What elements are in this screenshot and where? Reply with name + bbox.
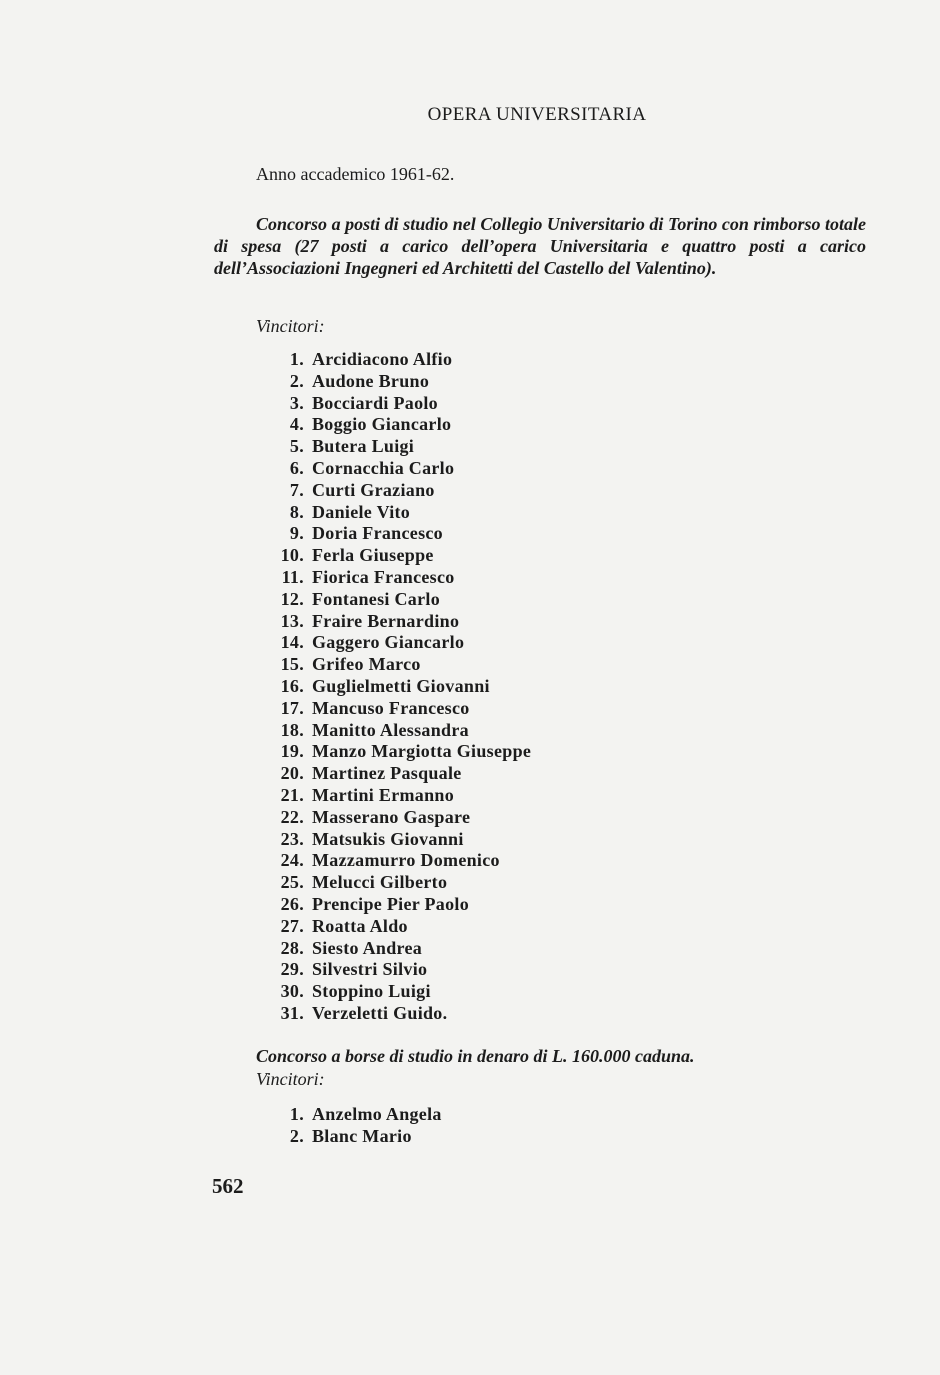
- list-item: [256, 1126, 442, 1148]
- item-number: 9.: [289, 523, 304, 544]
- competition2-description: Concorso a borse di studio in denaro di L. 160.000 caduna.: [256, 1046, 695, 1066]
- list-item: [256, 916, 531, 938]
- item-number: 3.: [289, 392, 304, 413]
- list-item: [256, 763, 531, 785]
- list-item: [256, 894, 531, 916]
- item-name: Siesto Andrea: [312, 937, 423, 958]
- item-name: Manzo Margiotta Giuseppe: [312, 741, 532, 762]
- list-item: [256, 698, 531, 720]
- item-number: 1.: [289, 1104, 304, 1124]
- item-name: Stoppino Luigi: [312, 981, 431, 1002]
- item-number: 29.: [280, 959, 304, 980]
- item-name: Doria Francesco: [312, 523, 443, 544]
- item-number: 16.: [280, 675, 304, 696]
- item-number: 18.: [280, 719, 304, 740]
- item-number: 20.: [280, 763, 304, 784]
- item-number: 10.: [280, 545, 304, 566]
- item-number: 13.: [280, 610, 304, 631]
- item-number: 24.: [280, 850, 304, 871]
- list-item: [256, 720, 531, 742]
- item-number: 23.: [280, 828, 304, 849]
- item-number: 22.: [280, 806, 304, 827]
- item-name: Cornacchia Carlo: [312, 457, 455, 478]
- list-item: [256, 1104, 442, 1126]
- item-number: 17.: [280, 697, 304, 718]
- item-number: 26.: [280, 893, 304, 914]
- item-name: Masserano Gaspare: [312, 806, 471, 827]
- list-item: [256, 502, 531, 524]
- list-item: [256, 632, 531, 654]
- item-number: 12.: [280, 588, 304, 609]
- list-item: [256, 850, 531, 872]
- item-name: Daniele Vito: [312, 501, 411, 522]
- list-item: [256, 959, 531, 981]
- academic-year: Anno accademico 1961-62.: [256, 164, 455, 184]
- competition2-winners-label: Vincitori:: [256, 1069, 325, 1089]
- list-item: [256, 872, 531, 894]
- list-item: [256, 414, 531, 436]
- competition1-winners-label: Vincitori:: [256, 316, 325, 336]
- item-name: Silvestri Silvio: [312, 959, 428, 980]
- item-number: 1.: [289, 349, 304, 369]
- item-name: Gaggero Giancarlo: [312, 632, 465, 653]
- item-name: Grifeo Marco: [312, 654, 421, 675]
- list-item: [256, 611, 531, 633]
- item-number: 5.: [289, 436, 304, 457]
- item-name: Mazzamurro Domenico: [312, 850, 500, 871]
- list-item: [256, 349, 531, 371]
- item-name: Melucci Gilberto: [312, 872, 448, 893]
- item-number: 27.: [280, 915, 304, 936]
- item-name: Arcidiacono Alfio: [312, 349, 453, 369]
- item-number: 30.: [280, 981, 304, 1002]
- item-name: Bocciardi Paolo: [312, 392, 438, 413]
- item-number: 2.: [289, 1125, 304, 1146]
- item-name: Manitto Alessandra: [312, 719, 469, 740]
- item-name: Roatta Aldo: [312, 915, 408, 936]
- item-name: Fraire Bernardino: [312, 610, 460, 631]
- item-name: Boggio Giancarlo: [312, 414, 452, 435]
- list-item: [256, 545, 531, 567]
- page-title: OPERA UNIVERSITARIA: [427, 104, 647, 125]
- item-name: Ferla Giuseppe: [312, 545, 434, 566]
- list-item: [256, 458, 531, 480]
- item-number: 4.: [289, 414, 304, 435]
- item-name: Matsukis Giovanni: [312, 828, 464, 849]
- item-name: Verzeletti Guido.: [312, 1002, 448, 1023]
- item-name: Curti Graziano: [312, 479, 435, 500]
- item-name: Anzelmo Angela: [312, 1104, 442, 1124]
- item-number: 14.: [280, 632, 304, 653]
- competition1-description: Concorso a posti di studio nel Collegio Universitario di Torino con rimborso totale di spesa (27 posti a carico dell’opera Universitaria e quattro posti a carico dell’Associazioni Ingegneri ed Architetti del Castello del Valentino).: [214, 214, 866, 278]
- item-number: 21.: [280, 784, 304, 805]
- item-name: Martinez Pasquale: [312, 763, 462, 784]
- list-item: [256, 436, 531, 458]
- item-name: Martini Ermanno: [312, 784, 454, 805]
- item-number: 28.: [280, 937, 304, 958]
- item-number: 7.: [289, 479, 304, 500]
- list-item: [256, 741, 531, 763]
- item-number: 25.: [280, 872, 304, 893]
- item-name: Prencipe Pier Paolo: [312, 893, 469, 914]
- list-item: [256, 785, 531, 807]
- item-number: 8.: [289, 501, 304, 522]
- item-number: 6.: [289, 457, 304, 478]
- competition1-winners-list: [256, 349, 531, 1025]
- page-number: 562: [212, 1174, 244, 1198]
- item-name: Guglielmetti Giovanni: [312, 675, 490, 696]
- item-name: Fontanesi Carlo: [312, 588, 440, 609]
- list-item: [256, 523, 531, 545]
- item-number: 11.: [281, 566, 304, 587]
- item-number: 15.: [280, 654, 304, 675]
- list-item: [256, 371, 531, 393]
- item-name: Fiorica Francesco: [312, 566, 455, 587]
- item-number: 31.: [280, 1002, 304, 1023]
- list-item: [256, 589, 531, 611]
- list-item: [256, 676, 531, 698]
- list-item: [256, 807, 531, 829]
- list-item: [256, 567, 531, 589]
- list-item: [256, 480, 531, 502]
- item-number: 2.: [289, 370, 304, 391]
- list-item: [256, 829, 531, 851]
- item-name: Blanc Mario: [312, 1125, 412, 1146]
- competition2-winners-list: [256, 1104, 442, 1148]
- list-item: [256, 981, 531, 1003]
- item-name: Butera Luigi: [312, 436, 415, 457]
- list-item: [256, 1003, 531, 1025]
- item-name: Mancuso Francesco: [312, 697, 470, 718]
- item-number: 19.: [280, 741, 304, 762]
- list-item: [256, 938, 531, 960]
- list-item: [256, 654, 531, 676]
- item-name: Audone Bruno: [312, 370, 430, 391]
- list-item: [256, 393, 531, 415]
